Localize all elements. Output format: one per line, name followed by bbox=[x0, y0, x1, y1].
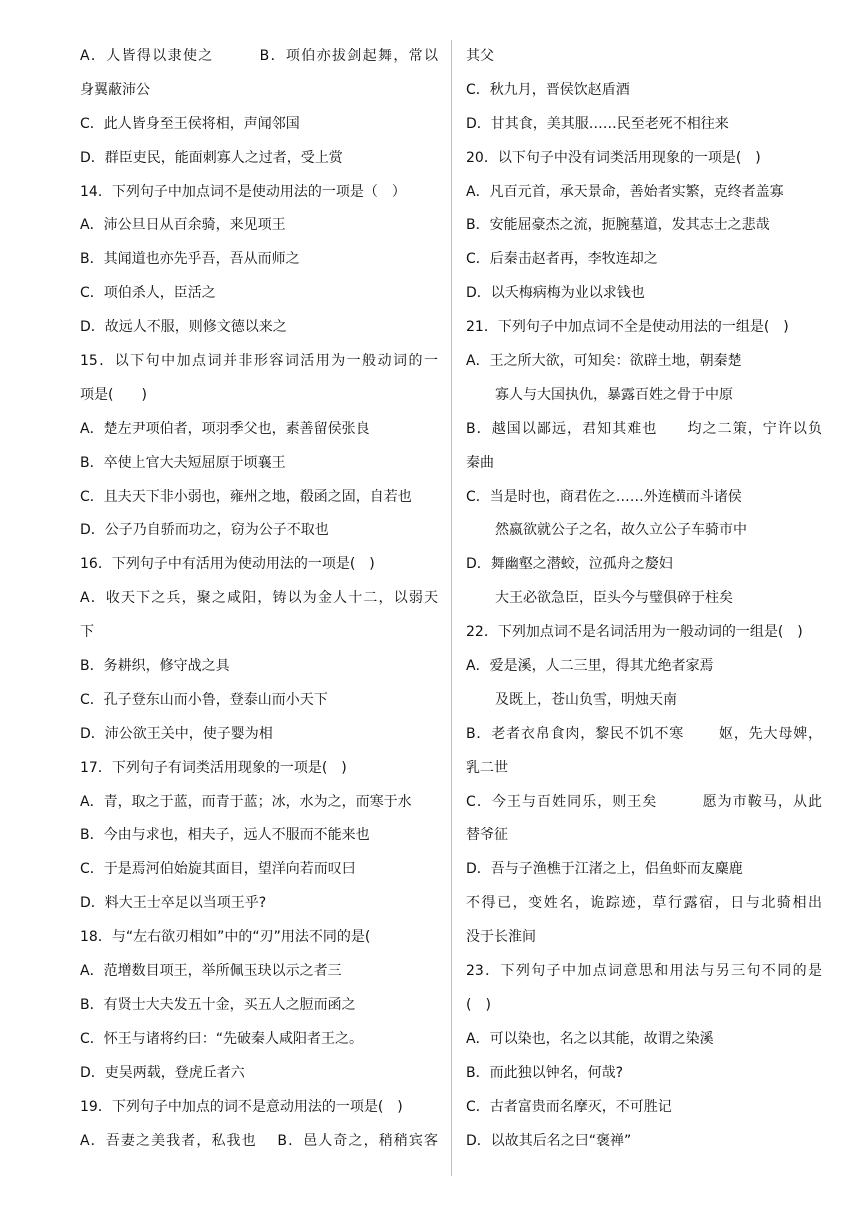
right-column-line: 不得已，变姓名，诡踪迹，草行露宿，日与北骑相出 bbox=[466, 895, 822, 912]
right-column-line: 23．下列句子中加点词意思和用法与另三句不同的是 bbox=[466, 963, 822, 980]
left-column-line: B．卒使上官大夫短屈原于顷襄王 bbox=[80, 454, 286, 471]
right-column-line: 秦曲 bbox=[466, 454, 494, 471]
left-column-line: 项是( ) bbox=[80, 386, 147, 403]
left-column-line: B．其闻道也亦先乎吾，吾从而师之 bbox=[80, 251, 300, 268]
right-column-line: D．以夭梅病梅为业以求钱也 bbox=[466, 285, 645, 302]
right-column-line: C．当是时也，商君佐之……外连横而斗诸侯 bbox=[466, 488, 742, 505]
right-column-line: B．而此独以钟名，何哉? bbox=[466, 1064, 624, 1081]
left-column-line: A．楚左尹项伯者，项羽季父也，素善留侯张良 bbox=[80, 420, 370, 437]
left-column-line: B．有贤士大夫发五十金，买五人之脰而函之 bbox=[80, 996, 356, 1013]
right-column bbox=[466, 40, 822, 1158]
right-column-line: D．舞幽壑之潜蛟，泣孤舟之嫠妇 bbox=[466, 556, 673, 573]
left-column-line: C．项伯杀人，臣活之 bbox=[80, 285, 216, 302]
right-column-line: 寡人与大国执仇，暴露百姓之骨于中原 bbox=[495, 386, 733, 403]
left-column-line: C．孔子登东山而小鲁，登泰山而小天下 bbox=[80, 691, 328, 708]
left-column-line: 16．下列句子中有活用为使动用法的一项是( ) bbox=[80, 556, 375, 573]
right-column-line: C．今王与百姓同乐，则王矣 愿为市鞍马，从此 bbox=[466, 793, 822, 810]
left-column-line: D．群臣吏民，能面刺寡人之过者，受上赏 bbox=[80, 149, 343, 166]
left-column-line: B．务耕织，修守战之具 bbox=[80, 658, 230, 675]
right-column-line: 然嬴欲就公子之名，故久立公子车骑市中 bbox=[495, 522, 747, 539]
right-column-line: C．秋九月，晋侯饮赵盾酒 bbox=[466, 81, 630, 98]
right-column-line: D．以故其后名之曰“褒禅” bbox=[466, 1132, 632, 1149]
left-column-line: C．且夫天下非小弱也，雍州之地，殽函之固，自若也 bbox=[80, 488, 412, 505]
left-column-line: D．沛公欲王关中，使子婴为相 bbox=[80, 725, 273, 742]
left-column-line: D．公子乃自骄而功之，窃为公子不取也 bbox=[80, 522, 329, 539]
left-column-line: A．青，取之于蓝，而青于蓝；冰，水为之，而寒于水 bbox=[80, 793, 412, 810]
right-column-line: C．古者富贵而名摩灭，不可胜记 bbox=[466, 1098, 672, 1115]
right-column-line: A．可以染也，名之以其能，故谓之染溪 bbox=[466, 1030, 714, 1047]
right-column-line: D．甘其食，美其服……民至老死不相往来 bbox=[466, 115, 729, 132]
left-column-line: A．范增数目项王，举所佩玉玦以示之者三 bbox=[80, 963, 342, 980]
left-column-line: A．人皆得以隶使之 B．项伯亦拔剑起舞，常以 bbox=[80, 48, 438, 64]
left-column-line: C．怀王与诸将约曰：“先破秦人咸阳者王之。 bbox=[80, 1030, 364, 1047]
left-column bbox=[80, 40, 438, 1158]
right-column-line: 替爷征 bbox=[466, 827, 508, 844]
left-column-line: 19．下列句子中加点的词不是意动用法的一项是( ) bbox=[80, 1098, 403, 1115]
left-column-line: D．料大王士卒足以当项王乎? bbox=[80, 895, 267, 912]
right-column-line: D．吾与子渔樵于江渚之上，侣鱼虾而友麋鹿 bbox=[466, 861, 743, 878]
left-column-line: 14．下列句子中加点词不是使动用法的一项是（ ） bbox=[80, 183, 406, 200]
right-column-line: C．后秦击赵者再，李牧连却之 bbox=[466, 251, 658, 268]
right-column-line: ( ) bbox=[466, 996, 491, 1013]
left-column-line: 15．以下句中加点词并非形容词活用为一般动词的一 bbox=[80, 353, 438, 370]
right-column-line: 22．下列加点词不是名词活用为一般动词的一组是( ) bbox=[466, 624, 803, 641]
right-column-line: 没于长淮间 bbox=[466, 929, 536, 946]
left-column-line: A．吾妻之美我者，私我也 B．邑人奇之，稍稍宾客 bbox=[80, 1132, 438, 1149]
right-column-line: 乳二世 bbox=[466, 759, 508, 776]
right-column-line: B．老者衣帛食肉，黎民不饥不寒 妪，先大母婢， bbox=[466, 725, 822, 742]
right-column-line: 其父 bbox=[466, 48, 494, 64]
left-column-line: 身翼蔽沛公 bbox=[80, 81, 150, 98]
right-column-line: A．凡百元首，承天景命，善始者实繁，克终者盖寡 bbox=[466, 183, 784, 200]
left-column-line: C．此人皆身至王侯将相，声闻邻国 bbox=[80, 115, 300, 132]
column-divider bbox=[451, 40, 452, 1176]
left-column-line: D．故远人不服，则修文德以来之 bbox=[80, 319, 287, 336]
left-column-line: B．今由与求也，相夫子，远人不服而不能来也 bbox=[80, 827, 370, 844]
left-column-line: D．吏吴两载，登虎丘者六 bbox=[80, 1064, 245, 1081]
right-column-line: 20．以下句子中没有词类活用现象的一项是( ) bbox=[466, 149, 761, 166]
right-column-line: B．安能屈豪杰之流，扼腕墓道，发其志士之悲哉 bbox=[466, 217, 770, 234]
left-column-line: 下 bbox=[80, 624, 94, 641]
right-column-line: 大王必欲急臣，臣头今与璧俱碎于柱矣 bbox=[495, 590, 733, 607]
right-column-line: A．爱是溪，人二三里，得其尤绝者家焉 bbox=[466, 658, 714, 675]
left-column-line: 17．下列句子有词类活用现象的一项是( ) bbox=[80, 759, 347, 776]
left-column-line: C．于是焉河伯始旋其面目，望洋向若而叹曰 bbox=[80, 861, 356, 878]
right-column-line: B．越国以鄙远，君知其难也 均之二策，宁许以负 bbox=[466, 420, 822, 437]
right-column-line: 及既上，苍山负雪，明烛天南 bbox=[495, 691, 677, 708]
right-column-line: 21．下列句子中加点词不全是使动用法的一组是( ) bbox=[466, 319, 789, 336]
right-column-line: A．王之所大欲，可知矣：欲辟土地，朝秦楚 bbox=[466, 353, 742, 370]
left-column-line: A．沛公旦日从百余骑，来见项王 bbox=[80, 217, 286, 234]
left-column-line: 18．与“左右欲刃相如”中的“刃”用法不同的是( bbox=[80, 929, 371, 946]
left-column-line: A．收天下之兵，聚之咸阳，铸以为金人十二，以弱天 bbox=[80, 590, 438, 607]
